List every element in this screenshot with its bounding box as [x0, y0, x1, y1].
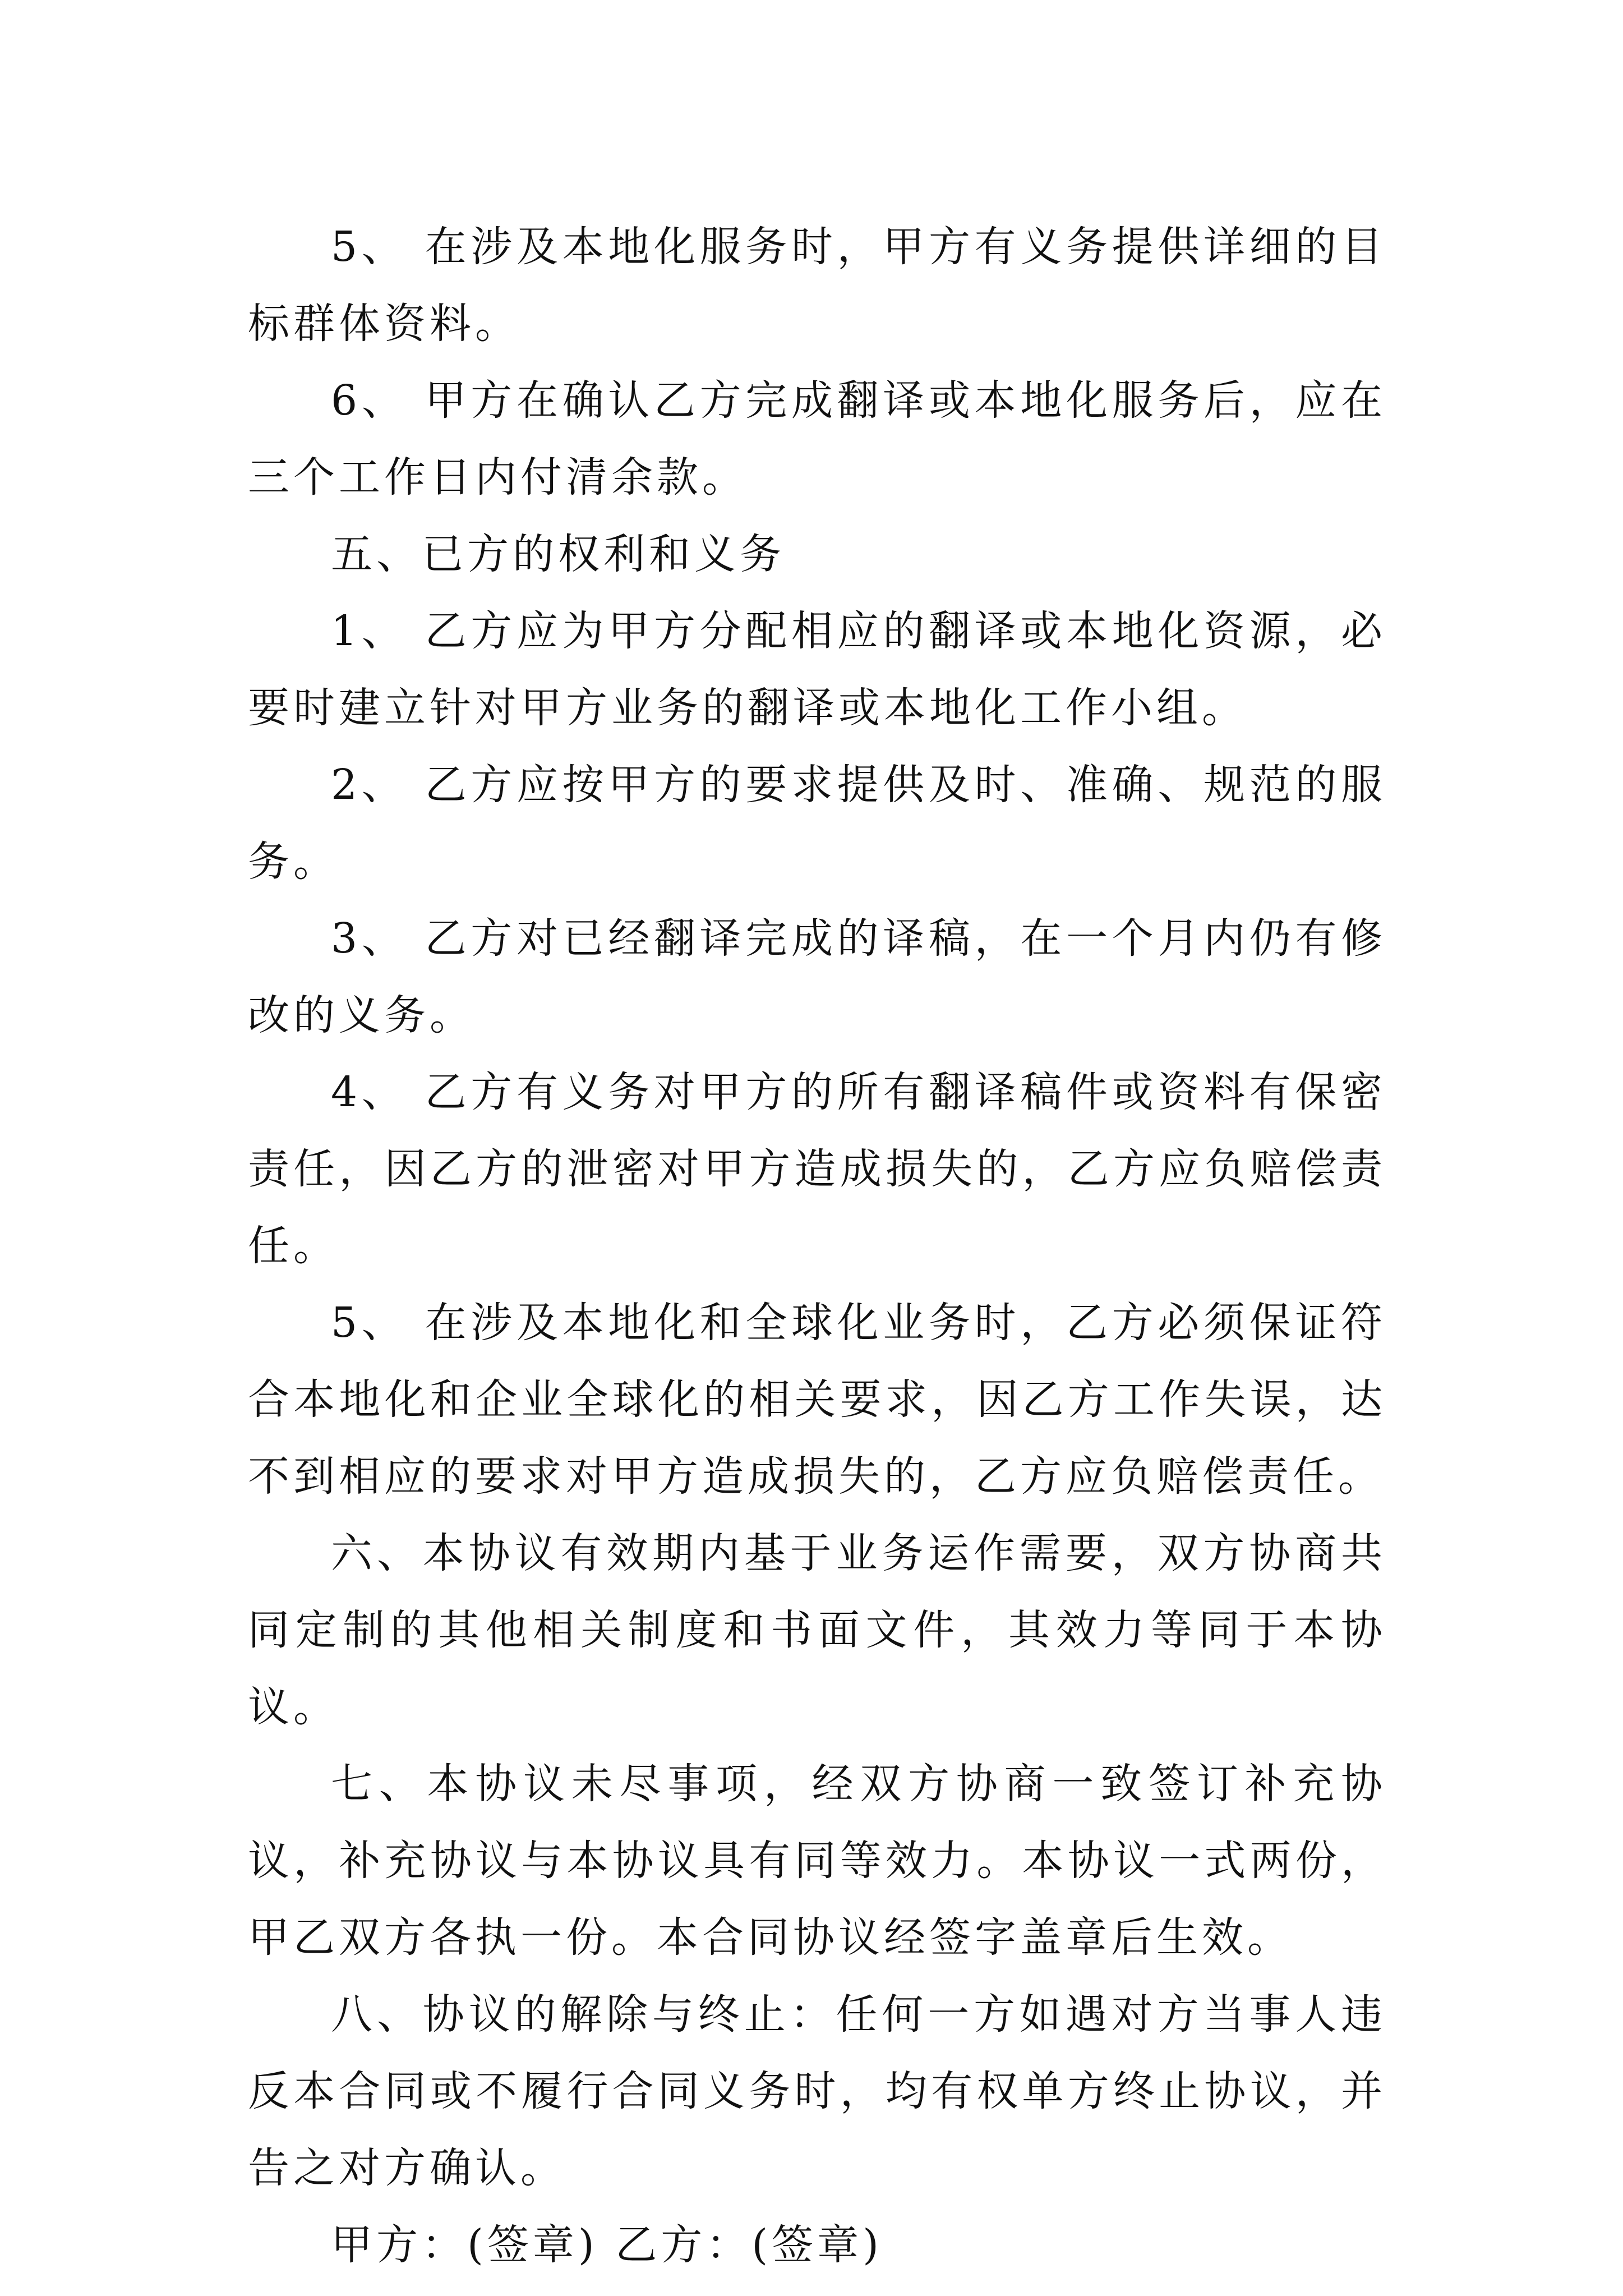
- clause-4-6: 6、 甲方在确认乙方完成翻译或本地化服务后，应在三个工作日内付清余款。: [248, 376, 1386, 501]
- clause-4-5: 5、 在涉及本地化服务时，甲方有义务提供详细的目标群体资料。: [248, 223, 1386, 348]
- section-8: 八、协议的解除与终止：任何一方如遇对方当事人违反本合同或不履行合同义务时，均有权单方终止协议，并告之对方确认。: [248, 1990, 1386, 2192]
- clause-5-5: 5、 在涉及本地化和全球化业务时，乙方必须保证符合本地化和企业全球化的相关要求，因乙方工作失误，达不到相应的要求对甲方造成损失的，乙方应负赔偿责任。: [248, 1299, 1386, 1501]
- section-7: 七、本协议未尽事项，经双方协商一致签订补充协议，补充协议与本协议具有同等效力。本协议一式两份，甲乙双方各执一份。本合同协议经签字盖章后生效。: [248, 1760, 1386, 1962]
- section-6: 六、本协议有效期内基于业务运作需要，双方协商共同定制的其他相关制度和书面文件，其效力等同于本协议。: [248, 1529, 1386, 1731]
- clause-5-3: 3、 乙方对已经翻译完成的译稿，在一个月内仍有修改的义务。: [248, 914, 1386, 1039]
- document-body: [248, 209, 1386, 2284]
- clause-5-2: 2、 乙方应按甲方的要求提供及时、准确、规范的服务。: [248, 761, 1386, 886]
- clause-5-4: 4、 乙方有义务对甲方的所有翻译稿件或资料有保密责任，因乙方的泄密对甲方造成损失的，乙方应负赔偿责任。: [248, 1068, 1386, 1270]
- section-heading-5: 五、已方的权利和义务: [331, 530, 785, 578]
- signature-line: 甲方：(签章) 乙方：(签章): [331, 2221, 883, 2269]
- clause-5-1: 1、 乙方应为甲方分配相应的翻译或本地化资源，必要时建立针对甲方业务的翻译或本地化工作小组。: [248, 607, 1386, 732]
